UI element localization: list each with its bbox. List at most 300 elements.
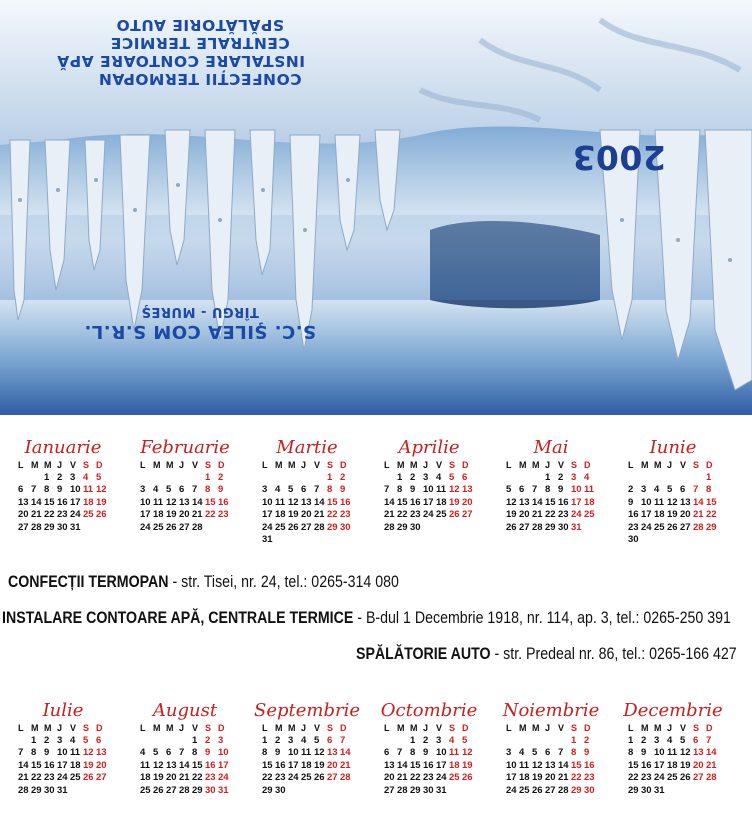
day-number: 12 [506,496,517,508]
day-number: 30 [584,784,595,796]
day-number: 13 [301,496,312,508]
day-grid [506,459,606,534]
day-number: 29 [628,784,639,796]
day-number: 11 [83,484,94,495]
day-number: 10 [288,747,299,758]
day-number: 11 [153,496,164,508]
weekday-header: M [641,460,649,470]
weekday-header: J [179,723,185,733]
empty-cell [680,472,693,485]
day-number: 19 [680,759,691,771]
day-number: 21 [706,759,717,771]
empty-cell [654,472,667,485]
day-number: 8 [205,484,211,495]
address-service: SPĂLĂTORIE AUTO [356,645,491,663]
day-number: 12 [314,747,325,758]
day-number: 3 [57,734,63,746]
address-detail: - str. Predeal nr. 86, tel.: 0265-166 427 [490,645,737,663]
day-number: 17 [140,509,151,520]
empty-cell [262,472,275,485]
day-number: 16 [205,759,216,771]
day-number: 16 [410,496,421,508]
day-number: 9 [584,747,590,758]
day-number: 20 [384,772,395,783]
day-number: 12 [166,496,177,508]
day-number: 22 [410,772,421,783]
weekday-header: J [179,460,185,470]
service-line: CONFECȚII TERMOPAN [98,70,302,88]
day-number: 17 [423,496,434,508]
day-number: 21 [192,509,203,520]
services-advert [56,16,305,88]
weekday-header: M [31,723,39,733]
day-number: 10 [571,484,582,495]
day-number: 5 [532,747,538,758]
weekday-header: S [571,723,578,733]
day-number: 14 [397,759,408,771]
empty-cell [192,472,205,485]
day-number: 24 [506,784,517,796]
address-detail: - str. Tisei, nr. 24, tel.: 0265-314 080 [168,573,399,591]
weekday-header: J [423,460,429,470]
day-number: 23 [205,772,216,783]
day-number: 1 [397,471,403,483]
day-number: 24 [654,772,665,783]
empty-cell [519,472,532,485]
day-number: 2 [57,471,63,483]
day-grid [18,459,118,534]
day-number: 12 [532,759,543,771]
day-number: 27 [519,521,530,533]
weekday-header: S [327,723,334,733]
year-label: 2003 [572,138,666,177]
weekday-header: L [140,460,146,470]
day-number: 10 [641,496,652,508]
weekday-header: L [18,460,24,470]
day-number: 20 [327,759,338,771]
day-number: 3 [571,471,577,483]
day-number: 1 [545,471,551,483]
day-number: 8 [327,484,333,495]
month-februarie [130,437,240,534]
weekday-header: M [166,723,174,733]
day-number: 5 [449,471,455,483]
weekday-header: V [558,460,565,470]
day-number: 26 [680,772,691,783]
day-number: 19 [667,509,678,520]
day-number: 20 [680,509,691,520]
day-number: 29 [571,784,582,796]
day-number: 5 [166,484,172,495]
day-number: 6 [18,484,24,495]
day-number: 29 [192,784,203,796]
day-number: 7 [706,734,712,746]
day-number: 18 [519,772,530,783]
day-number: 18 [436,496,447,508]
day-number: 26 [166,521,177,533]
day-number: 23 [275,772,286,783]
day-number: 16 [558,496,569,508]
day-number: 9 [57,484,63,495]
day-number: 6 [545,747,551,758]
day-number: 11 [449,747,460,758]
day-number: 15 [192,759,203,771]
day-number: 27 [327,772,338,783]
month-name: Februarie [140,437,230,458]
address-service: INSTALARE CONTOARE APĂ, CENTRALE TERMICE [2,609,354,627]
day-number: 23 [44,772,55,783]
weekday-header: D [340,460,347,470]
day-number: 19 [506,509,517,520]
day-number: 24 [571,509,582,520]
day-number: 14 [706,747,717,758]
day-grid [140,459,240,534]
day-number: 20 [179,509,190,520]
day-number: 12 [462,747,473,758]
day-number: 10 [436,747,447,758]
day-number: 27 [462,509,473,520]
day-number: 10 [262,496,273,508]
weekday-header: S [327,460,334,470]
month-iunie [618,437,728,547]
day-number: 28 [314,521,325,533]
weekday-header: D [218,460,225,470]
day-number: 30 [57,521,68,533]
address-detail: - B-dul 1 Decembrie 1918, nr. 114, ap. 3, tel.: 0265-250 391 [353,609,731,627]
day-number: 20 [96,759,107,771]
weekday-header: M [532,460,540,470]
empty-cell [301,472,314,485]
day-number: 1 [706,471,712,483]
day-number: 24 [57,772,68,783]
day-number: 2 [218,471,224,483]
day-number: 20 [18,509,29,520]
day-number: 7 [31,484,37,495]
weekday-header: L [262,723,268,733]
weekday-header: V [680,723,687,733]
day-number: 4 [153,484,159,495]
day-number: 14 [31,496,42,508]
day-number: 15 [571,759,582,771]
weekday-header: L [506,723,512,733]
empty-cell [153,472,166,485]
day-number: 19 [288,509,299,520]
day-number: 15 [410,759,421,771]
day-number: 29 [44,521,55,533]
day-number: 22 [327,509,338,520]
day-number: 19 [462,759,473,771]
day-number: 21 [384,509,395,520]
day-number: 24 [436,772,447,783]
day-number: 29 [706,521,717,533]
calendar-second-half [0,700,752,820]
day-number: 26 [153,784,164,796]
weekday-header: S [571,460,578,470]
day-number: 27 [179,521,190,533]
day-number: 25 [654,521,665,533]
weekday-header: M [153,723,161,733]
day-number: 29 [327,521,338,533]
company-city: TÎRGU - MUREŞ [141,304,259,319]
company-name: S.C. ŞILEA COM S.R.L. [83,321,317,342]
weekday-header: J [57,723,63,733]
address-service: CONFECȚII TERMOPAN [8,573,169,591]
day-number: 24 [288,772,299,783]
day-number: 6 [166,747,172,758]
day-number: 27 [96,772,107,783]
day-number: 15 [327,496,338,508]
day-number: 8 [628,747,634,758]
day-number: 11 [667,747,678,758]
weekday-header: S [449,460,456,470]
day-number: 13 [384,759,395,771]
day-number: 29 [31,784,42,796]
empty-cell [153,735,166,748]
day-number: 9 [641,747,647,758]
day-number: 6 [327,734,333,746]
day-number: 6 [693,734,699,746]
day-number: 22 [205,509,216,520]
weekday-header: L [384,460,390,470]
day-number: 22 [706,509,717,520]
day-number: 23 [218,509,229,520]
weekday-header: S [83,460,90,470]
day-number: 4 [584,471,590,483]
day-number: 6 [680,484,686,495]
weekday-header: V [436,460,443,470]
day-number: 22 [44,509,55,520]
day-number: 27 [166,784,177,796]
day-number: 19 [532,772,543,783]
day-number: 6 [384,747,390,758]
day-number: 30 [340,521,351,533]
weekday-header: D [462,460,469,470]
day-number: 16 [641,759,652,771]
day-number: 11 [301,747,312,758]
day-number: 17 [654,759,665,771]
day-number: 12 [667,496,678,508]
day-number: 11 [519,759,530,771]
day-number: 7 [18,747,24,758]
day-number: 25 [83,509,94,520]
day-number: 25 [153,521,164,533]
weekday-header: J [423,723,429,733]
day-number: 29 [262,784,273,796]
day-number: 1 [628,734,634,746]
day-number: 3 [70,471,76,483]
month-name: Mai [533,437,569,458]
day-number: 10 [70,484,81,495]
service-line: CENTRALE TERMICE [110,34,290,52]
day-number: 28 [693,521,704,533]
weekday-header: S [83,723,90,733]
day-number: 5 [667,484,673,495]
empty-cell [545,735,558,748]
day-number: 5 [96,471,102,483]
weekday-header: D [96,723,103,733]
day-number: 7 [397,747,403,758]
weekday-header: M [641,723,649,733]
day-number: 9 [628,496,634,508]
day-number: 10 [218,747,229,758]
day-number: 28 [192,521,203,533]
day-number: 16 [275,759,286,771]
weekday-header: J [301,723,307,733]
day-number: 18 [70,759,81,771]
day-number: 27 [680,521,691,533]
day-number: 28 [384,521,395,533]
day-number: 18 [153,509,164,520]
empty-cell [288,472,301,485]
day-number: 13 [693,747,704,758]
day-number: 13 [462,484,473,495]
month-name: Noiembrie [502,700,600,721]
day-number: 17 [506,772,517,783]
day-number: 9 [340,484,346,495]
day-number: 14 [179,759,190,771]
empty-cell [506,735,519,748]
weekday-header: V [314,723,321,733]
day-number: 23 [410,509,421,520]
day-number: 21 [532,509,543,520]
day-number: 18 [83,496,94,508]
day-number: 10 [57,747,68,758]
day-number: 17 [641,509,652,520]
day-number: 3 [436,734,442,746]
day-number: 30 [410,521,421,533]
day-number: 13 [166,759,177,771]
day-number: 18 [667,759,678,771]
day-number: 4 [83,471,89,483]
day-number: 11 [436,484,447,495]
day-number: 14 [693,496,704,508]
day-number: 31 [571,521,582,533]
weekday-header: J [545,723,551,733]
day-number: 16 [423,759,434,771]
day-number: 2 [628,484,634,495]
day-number: 25 [449,772,460,783]
weekday-header: L [140,723,146,733]
address-line [8,573,399,592]
day-number: 13 [519,496,530,508]
weekday-header: M [397,723,405,733]
day-number: 24 [262,521,273,533]
day-number: 21 [558,772,569,783]
day-number: 23 [340,509,351,520]
day-number: 6 [179,484,185,495]
weekday-header: S [693,460,700,470]
day-number: 25 [70,772,81,783]
day-number: 2 [275,734,281,746]
day-number: 8 [545,484,551,495]
month-name: Octombrie [380,700,478,721]
empty-cell [179,735,192,748]
day-number: 2 [423,734,429,746]
day-number: 27 [301,521,312,533]
day-number: 16 [584,759,595,771]
weekday-header: V [70,723,77,733]
weekday-header: S [449,723,456,733]
weekday-header: M [532,723,540,733]
day-number: 2 [558,471,564,483]
empty-cell [693,472,706,485]
empty-cell [384,472,397,485]
day-number: 28 [532,521,543,533]
day-number: 8 [44,484,50,495]
day-number: 12 [83,747,94,758]
day-number: 9 [218,484,224,495]
day-number: 17 [218,759,229,771]
weekday-header: M [153,460,161,470]
empty-cell [179,472,192,485]
day-number: 12 [288,496,299,508]
month-name: Aprilie [398,437,460,458]
day-number: 9 [44,747,50,758]
day-number: 1 [44,471,50,483]
day-number: 2 [584,734,590,746]
day-number: 1 [410,734,416,746]
weekday-header: D [584,723,591,733]
empty-cell [641,472,654,485]
calendar-first-half [0,437,752,557]
weekday-header: V [436,723,443,733]
day-number: 8 [192,747,198,758]
month-name: August [152,700,218,721]
day-number: 21 [693,509,704,520]
day-number: 15 [205,496,216,508]
day-grid [628,459,728,547]
day-number: 26 [532,784,543,796]
day-number: 8 [397,484,403,495]
weekday-header: S [205,460,212,470]
day-number: 8 [571,747,577,758]
empty-cell [140,472,153,485]
day-number: 21 [340,759,351,771]
day-number: 3 [218,734,224,746]
weekday-header: V [70,460,77,470]
weekday-header: S [205,723,212,733]
day-number: 26 [83,772,94,783]
day-number: 17 [262,509,273,520]
day-number: 26 [506,521,517,533]
day-number: 18 [449,759,460,771]
day-number: 3 [654,734,660,746]
weekday-header: M [31,460,39,470]
day-number: 5 [506,484,512,495]
day-number: 15 [44,496,55,508]
empty-cell [532,472,545,485]
day-number: 21 [179,772,190,783]
day-number: 2 [641,734,647,746]
weekday-header: M [654,460,662,470]
day-number: 18 [654,509,665,520]
day-number: 15 [397,496,408,508]
empty-cell [166,472,179,485]
day-grid [262,722,362,797]
weekday-header: J [57,460,63,470]
day-number: 6 [96,734,102,746]
day-number: 15 [545,496,556,508]
day-number: 18 [275,509,286,520]
weekday-header: M [654,723,662,733]
empty-cell [314,472,327,485]
weekday-header: L [18,723,24,733]
day-number: 31 [654,784,665,796]
empty-cell [506,472,519,485]
day-number: 2 [340,471,346,483]
address-line [356,645,737,664]
day-number: 23 [641,772,652,783]
